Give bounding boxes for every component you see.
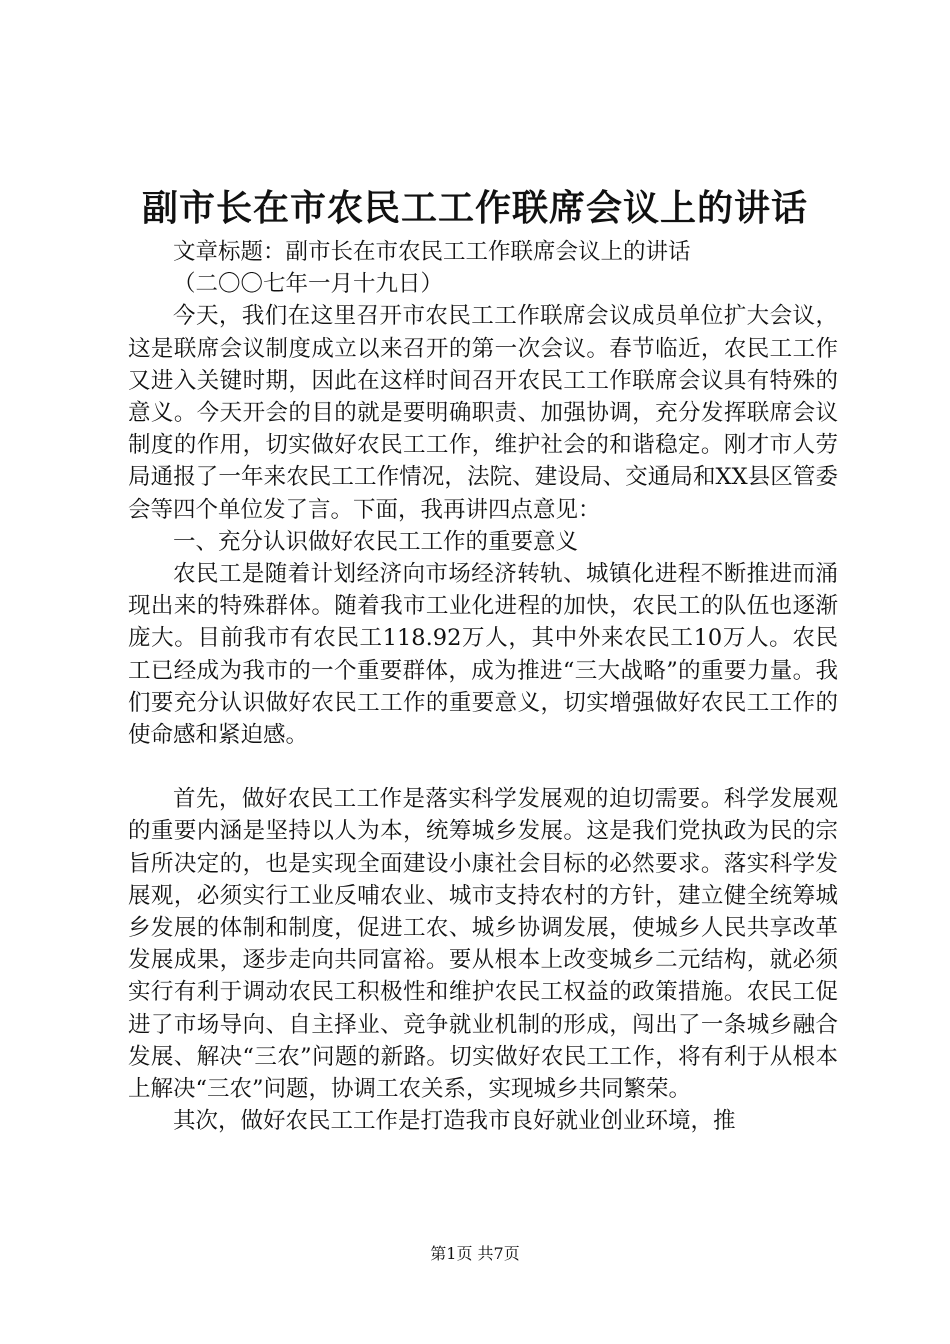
document-body — [128, 236, 838, 1137]
date-line: （二〇〇七年一月十九日） — [173, 271, 444, 298]
page-number-footer: 第1页 共7页 — [430, 1244, 520, 1263]
body-paragraph: 农民工是随着计划经济向市场经济转轨、城镇化进程不断推进而涌现出来的特殊群体。随着我市工业化进程的加快，农民工的队伍也逐渐庞大。目前我市有农民工118.92万人，其中外来农民工10万人。农民工已经成为我市的一个重要群体，成为推进“三大战略”的重要力量。我们要充分认识做好农民工工作的重要意义，切实增强做好农民工工作的使命感和紧迫感。 — [128, 561, 838, 749]
body-paragraph: 首先，做好农民工工作是落实科学发展观的迫切需要。科学发展观的重要内涵是坚持以人为本，统筹城乡发展。这是我们党执政为民的宗旨所决定的，也是实现全面建设小康社会目标的必然要求。落实科学发展观，必须实行工业反哺农业、城市支持农村的方针，建立健全统筹城乡发展的体制和制度，促进工农、城乡协调发展，使城乡人民共享改革发展成果，逐步走向共同富裕。要从根本上改变城乡二元结构，就必须实行有利于调动农民工积极性和维护农民工权益的政策措施。农民工促进了市场导向、自主择业、竞争就业机制的形成，闯出了一条城乡融合发展、解决“三农”问题的新路。切实做好农民工工作，将有利于从根本上解决“三农”问题，协调工农关系，实现城乡共同繁荣。 — [128, 786, 838, 1103]
section-heading: 一、充分认识做好农民工工作的重要意义 — [173, 528, 579, 555]
article-title-line: 文章标题：副市长在市农民工工作联席会议上的讲话 — [173, 239, 691, 265]
document-title: 副市长在市农民工工作联席会议上的讲话 — [141, 187, 808, 229]
body-paragraph: 今天，我们在这里召开市农民工工作联席会议成员单位扩大会议，这是联席会议制度成立以来召开的第一次会议。春节临近，农民工工作又进入关键时期，因此在这样时间召开农民工工作联席会议具有特殊的意义。今天开会的目的就是要明确职责、加强协调，充分发挥联席会议制度的作用，切实做好农民工工作，维护社会的和谐稳定。刚才市人劳局通报了一年来农民工工作情况，法院、建设局、交通局和XX县区管委会等四个单位发了言。下面，我再讲四点意见： — [128, 303, 838, 523]
body-paragraph: 其次，做好农民工工作是打造我市良好就业创业环境，推 — [173, 1108, 736, 1135]
